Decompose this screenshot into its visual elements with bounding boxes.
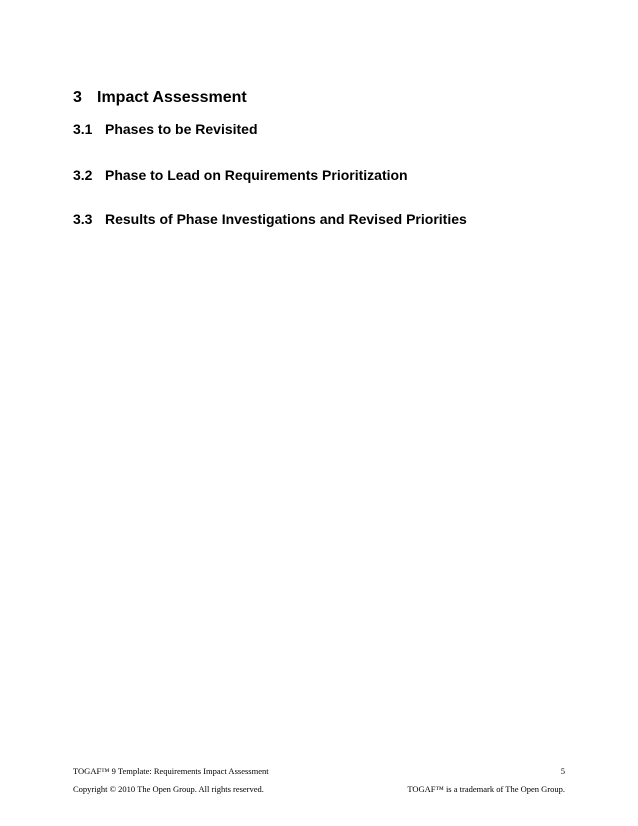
subsection-heading bbox=[73, 210, 467, 228]
section-number: 3 bbox=[73, 89, 82, 106]
subsection-number: 3.3 bbox=[73, 211, 93, 227]
subsection-title: Phase to Lead on Requirements Prioritization bbox=[105, 167, 408, 183]
subsection-heading bbox=[73, 120, 258, 138]
footer-page-number: 5 bbox=[560, 766, 565, 776]
section-heading bbox=[73, 88, 247, 108]
section-title: Impact Assessment bbox=[97, 89, 247, 106]
footer-document-title: TOGAF™ 9 Template: Requirements Impact Assessment bbox=[73, 766, 269, 776]
footer-copyright: Copyright © 2010 The Open Group. All rights reserved. bbox=[73, 784, 264, 794]
subsection-number: 3.2 bbox=[73, 167, 93, 183]
subsection-title: Results of Phase Investigations and Revised Priorities bbox=[105, 211, 467, 227]
subsection-title: Phases to be Revisited bbox=[105, 121, 258, 137]
subsection-number: 3.1 bbox=[73, 121, 93, 137]
footer-trademark: TOGAF™ is a trademark of The Open Group. bbox=[407, 784, 565, 794]
subsection-heading bbox=[73, 166, 408, 184]
